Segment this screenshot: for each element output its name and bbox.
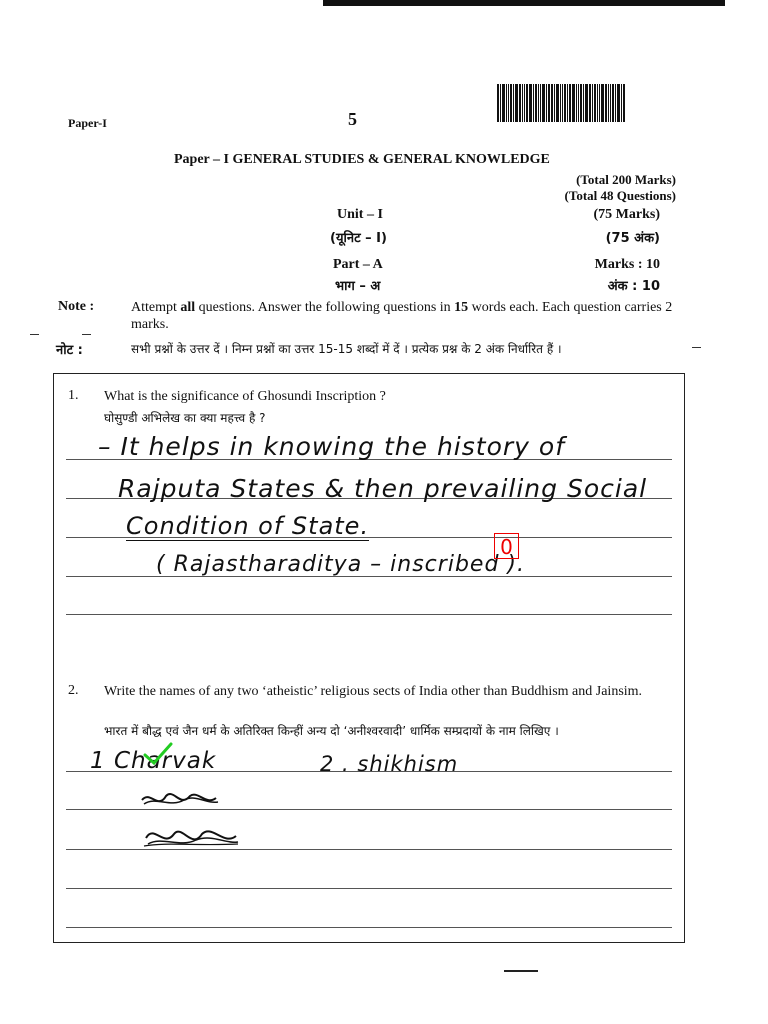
unit-marks: (75 Marks) [593,207,660,222]
question-number: 2. [68,683,79,698]
barcode-stripe [526,84,528,122]
barcode-stripe [540,84,541,122]
barcode-stripe [597,84,598,122]
barcode-stripe [500,84,501,122]
barcode-stripe [497,84,499,122]
note-text-hindi: सभी प्रश्नों के उत्तर दें । निम्न प्रश्नों का उत्तर 15-15 शब्दों में दें । प्रत्येक प्रश्न के 2 अंक निर्धारित हैं । [131,342,562,356]
barcode-stripe [562,84,563,122]
barcode-stripe [533,84,534,122]
footer-line [504,970,538,972]
barcode-stripe [502,84,505,122]
answer-line [66,614,672,615]
question-number: 1. [68,388,79,403]
answer-line [66,888,672,889]
barcode-stripe [554,84,555,122]
barcode-stripe [569,84,571,122]
barcode-stripe [578,84,579,122]
barcode [497,84,671,122]
barcode-stripe [519,84,521,122]
paper-title: Paper – I GENERAL STUDIES & GENERAL KNOWLEDGE [174,152,550,167]
handwritten-answer: 2 . shikhism [320,752,459,776]
barcode-stripe [522,84,523,122]
barcode-stripe [538,84,539,122]
part-title-hindi: भाग – अ [335,279,381,294]
barcode-stripe [510,84,512,122]
margin-dash [692,347,701,348]
barcode-stripe [594,84,596,122]
barcode-stripe [515,84,518,122]
barcode-stripe [524,84,525,122]
handwritten-answer: ( Rajastharaditya – inscribed ). [156,552,525,577]
handwritten-answer: Rajputa States & then prevailing Social [118,474,648,503]
barcode-stripe [535,84,537,122]
barcode-stripe [508,84,509,122]
question-text-hindi: भारत में बौद्ध एवं जैन धर्म के अतिरिक्त किन्हीं अन्य दो ‘अनीश्वरवादी’ धार्मिक सम्प्रदायों के नाम लिखिए । [104,724,559,738]
part-marks-hindi: अंक : 10 [607,279,660,294]
barcode-stripe [580,84,582,122]
barcode-stripe [564,84,566,122]
barcode-stripe [567,84,568,122]
unit-marks-hindi: (75 अंक) [605,231,660,246]
barcode-stripe [615,84,616,122]
awarded-mark: 0 [494,533,519,559]
total-marks: (Total 200 Marks) [576,172,676,187]
question-text-hindi: घोसुण्डी अभिलेख का क्या महत्त्व है ? [104,411,266,425]
barcode-stripe [623,84,625,122]
barcode-stripe [583,84,584,122]
barcode-stripe [546,84,547,122]
question-text: Write the names of any two ‘atheistic’ religious sects of India other than Buddhism and Jainsim. [104,684,643,699]
margin-dash [30,334,39,335]
barcode-stripe [612,84,614,122]
top-edge-bar [323,0,725,6]
barcode-stripe [542,84,545,122]
barcode-stripe [556,84,559,122]
barcode-stripe [601,84,604,122]
note-label: Note : [58,299,95,314]
paper-label: Paper-I [68,116,107,130]
handwritten-answer: Condition of State. [126,512,370,540]
answer-line [66,927,672,928]
barcode-stripe [592,84,593,122]
barcode-stripe [560,84,561,122]
barcode-stripe [589,84,591,122]
margin-dash [82,334,91,335]
barcode-stripe [599,84,600,122]
barcode-stripe [513,84,514,122]
barcode-stripe [617,84,620,122]
barcode-stripe [621,84,622,122]
note-label-hindi: नोट : [56,343,83,358]
barcode-stripe [529,84,532,122]
barcode-stripe [576,84,577,122]
barcode-stripe [605,84,607,122]
scribble-cross-out [136,784,256,864]
barcode-stripe [551,84,553,122]
check-icon [142,741,174,767]
barcode-stripe [608,84,609,122]
barcode-stripe [506,84,507,122]
handwritten-answer: 1 Charvak [90,748,217,774]
barcode-stripe [572,84,575,122]
unit-title: Unit – I [337,207,383,222]
part-title: Part – A [333,257,383,272]
barcode-stripe [610,84,611,122]
handwritten-answer: – It helps in knowing the history of [98,432,565,461]
page-number: 5 [348,109,357,129]
note-text: Attempt all questions. Answer the following questions in 15 words each. Each question carries 2 marks. [131,300,673,332]
total-questions: (Total 48 Questions) [564,188,676,203]
unit-title-hindi: (यूनिट – I) [330,231,387,246]
barcode-stripe [548,84,550,122]
part-marks: Marks : 10 [594,257,660,272]
question-text: What is the significance of Ghosundi Inscription ? [104,389,386,404]
barcode-stripe [585,84,588,122]
